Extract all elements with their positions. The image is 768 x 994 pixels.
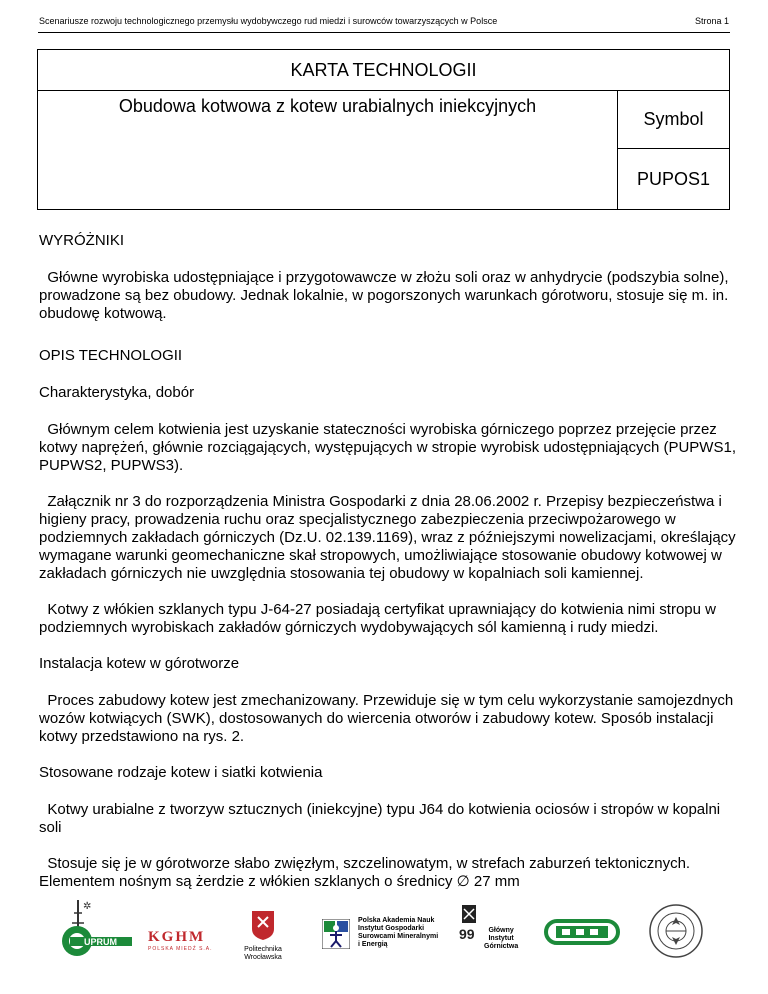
svg-text:UPRUM: UPRUM bbox=[84, 937, 117, 947]
paragraph-char-2: Załącznik nr 3 do rozporządzenia Ministra Gospodarki z dnia 28.06.2002 r. Przepisy bezpieczeństwa i higieny pracy, prowadzenia ruchu oraz specjalistycznego zabezpieczenia przeciwpożarowego w podziemnych zakładach górniczych (Dz.U. 02.139.1169), wraz z późniejszymi nowelizacjami, określający wymagane warunki geomechaniczne skał stropowych, umożliwiające stosowanie obudowy kotwowej w zakładach górniczych nie uwzględnia stosowania tej obudowy w kopalniach soli kamiennej. bbox=[39, 493, 736, 582]
page-header bbox=[39, 16, 729, 26]
polsl-logo bbox=[648, 903, 704, 959]
pwr-logo: Politechnika Wrocławska bbox=[238, 909, 288, 962]
header-divider bbox=[38, 32, 730, 33]
symbol-value: PUPOS1 bbox=[636, 169, 711, 189]
subheading-instalacja: Instalacja kotew w górotworze bbox=[39, 655, 240, 672]
subheading-charakterystyka: Charakterystyka, dobór bbox=[39, 384, 195, 401]
card-title: KARTA TECHNOLOGII bbox=[38, 50, 729, 91]
section-heading-wyrozniki: WYRÓŻNIKI bbox=[39, 232, 124, 249]
card-description: Obudowa kotwowa z kotew urabialnych iniekcyjnych bbox=[38, 90, 618, 210]
kghm-logo: KGHM POLSKA MIEDŹ S.A. bbox=[148, 929, 213, 952]
paragraph-char-1: Głównym celem kotwienia jest uzyskanie stateczności wyrobiska górniczego poprzez przejęcie przez kotwy naprężeń, głównie rozciągających, występujących w stropie wyrobisk udostępniających (PUPWS1, PUPWS2, PUPWS3). bbox=[39, 421, 736, 474]
svg-text:99: 99 bbox=[459, 926, 475, 942]
paragraph-char-3: Kotwy z włókien szklanych typu J-64-27 posiadają certyfikat uprawniający do kotwienia nimi stropu w podziemnych wyrobiskach zakładów górniczych wydobywających sól kamienną i rudy miedzi. bbox=[39, 601, 716, 636]
logo-strip bbox=[40, 895, 730, 975]
page-number: Strona 1 bbox=[694, 16, 729, 26]
emag-logo bbox=[544, 917, 620, 947]
paragraph-inst-1: Proces zabudowy kotew jest zmechanizowany. Przewiduje się w tym celu wykorzystanie samojezdnych wozów kotwiących (SWK), dostosowanych do wiercenia otworów i zabudowy kotew. Sposób instalacji kotwy przedstawiono na rys. 2. bbox=[39, 692, 734, 745]
document-body bbox=[39, 232, 739, 909]
subheading-rodzaje: Stosowane rodzaje kotew i siatki kotwienia bbox=[39, 764, 323, 781]
symbol-label: Symbol bbox=[618, 90, 729, 149]
paragraph-wyrozniki: Główne wyrobiska udostępniające i przygotowawcze w złożu soli oraz w anhydrycie (podszybia solne), prowadzone są bez obudowy. Jednak lokalnie, w pogorszonych warunkach górotworu, stosuje się m. in. obudowę kotwową. bbox=[39, 269, 729, 322]
paragraph-rodz-2: Stosuje się je w górotworze słabo zwięzłym, szczelinowatym, w strefach zaburzeń tektonicznych. Elementem nośnym są żerdzie z włókien szklanych o średnicy ∅ 27 mm bbox=[39, 855, 691, 890]
technology-card bbox=[37, 49, 730, 210]
cuprum-logo bbox=[50, 895, 140, 960]
gig-logo: 99 Główny Instytut Górnictwa bbox=[458, 905, 528, 965]
paragraph-rodz-1: Kotwy urabialne z tworzyw sztucznych (iniekcyjne) typu J64 do kotwienia ociosów i stropów w kopalni soli bbox=[39, 801, 721, 836]
section-heading-opis: OPIS TECHNOLOGII bbox=[39, 347, 183, 364]
pan-igsmie-logo: Polska Akademia Nauk Instytut Gospodarki Surowcami Mineralnymi i Energią bbox=[322, 917, 452, 953]
svg-text:✲: ✲ bbox=[83, 901, 92, 912]
header-title: Scenariusze rozwoju technologicznego przemysłu wydobywczego rud miedzi i surowców towarzyszących w Polsce bbox=[39, 16, 498, 26]
